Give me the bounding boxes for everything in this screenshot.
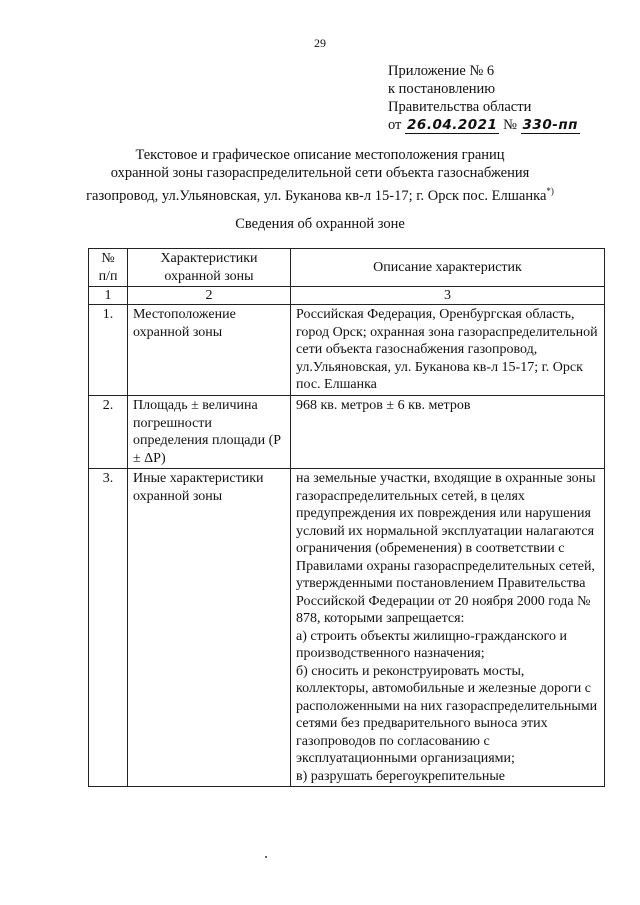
number-prefix: № bbox=[503, 117, 517, 133]
appendix-line1: Приложение № 6 bbox=[388, 63, 495, 79]
header-description: Описание характеристик bbox=[291, 249, 605, 287]
title-line1: Текстовое и графическое описание местоположения границ bbox=[135, 147, 505, 163]
row-description: 968 кв. метров ± 6 кв. метров bbox=[291, 396, 605, 469]
row-description: Российская Федерация, Оренбургская область, город Орск; охранная зона газораспределительной сети объекта газоснабжения газопровод, ул.Ульяновская, ул. Буканова кв-л 15-17; г. Орск пос. Елшанка bbox=[291, 305, 605, 396]
appendix-line2: к постановлению bbox=[388, 81, 496, 97]
scan-speck bbox=[265, 856, 267, 858]
table-row bbox=[89, 305, 605, 396]
handwritten-date: 26.04.2021 bbox=[407, 117, 498, 133]
column-number-3: 3 bbox=[291, 287, 605, 305]
date-prefix: от bbox=[388, 117, 402, 133]
description-paragraph: на земельные участки, входящие в охранные зоны газораспределительных сетей, в целях предупреждения их повреждения или нарушения условий их нормальной эксплуатации налагаются ограничения (обременения) в соответствии с Правилами охраны газораспределительных сетей, утвержденными постановлением Правительства Российской Федерации от 20 ноября 2000 года № 878, которыми запрещается: bbox=[296, 471, 596, 626]
row-characteristic: Площадь ± величина погрешности определения площади (P ± ΔP) bbox=[128, 396, 291, 469]
zone-table bbox=[88, 248, 605, 787]
title-line2: охранной зоны газораспределительной сети объекта газоснабжения bbox=[110, 165, 530, 181]
table-row bbox=[89, 469, 605, 787]
row-description bbox=[291, 469, 605, 787]
description-item-b: б) сносить и реконструировать мосты, коллекторы, автомобильные и железные дороги с расположенными на них газораспределительными сетями без предварительного выноса этих газопроводов по согласованию с эксплуатационными организациями; bbox=[296, 663, 598, 766]
appendix-line3: Правительства области bbox=[388, 99, 532, 115]
column-number-row bbox=[89, 287, 605, 305]
page-number: 29 bbox=[314, 36, 326, 50]
document-title bbox=[60, 146, 580, 205]
description-item-a: а) строить объекты жилищно-гражданского и производственного назначения; bbox=[296, 628, 567, 661]
row-number: 2. bbox=[89, 396, 128, 469]
column-number-2: 2 bbox=[128, 287, 291, 305]
description-item-c: в) разрушать берегоукрепительные bbox=[296, 768, 506, 784]
handwritten-number: 330-пп bbox=[522, 117, 578, 133]
header-characteristic: Характеристики охранной зоны bbox=[128, 249, 291, 287]
row-characteristic: Местоположение охранной зоны bbox=[128, 305, 291, 396]
row-number: 1. bbox=[89, 305, 128, 396]
footnote-mark: *) bbox=[546, 186, 554, 196]
table-row bbox=[89, 396, 605, 469]
header-number: № п/п bbox=[89, 249, 128, 287]
row-characteristic: Иные характеристики охранной зоны bbox=[128, 469, 291, 787]
column-number-1: 1 bbox=[89, 287, 128, 305]
row-number: 3. bbox=[89, 469, 128, 787]
section-subtitle: Сведения об охранной зоне bbox=[235, 216, 405, 232]
title-line3-text: газопровод, ул.Ульяновская, ул. Буканова кв-л 15-17; г. Орск пос. Елшанка bbox=[86, 187, 547, 204]
title-line3 bbox=[60, 182, 580, 205]
appendix-block bbox=[388, 62, 580, 134]
appendix-date-line bbox=[388, 116, 580, 134]
table-header-row bbox=[89, 249, 605, 287]
